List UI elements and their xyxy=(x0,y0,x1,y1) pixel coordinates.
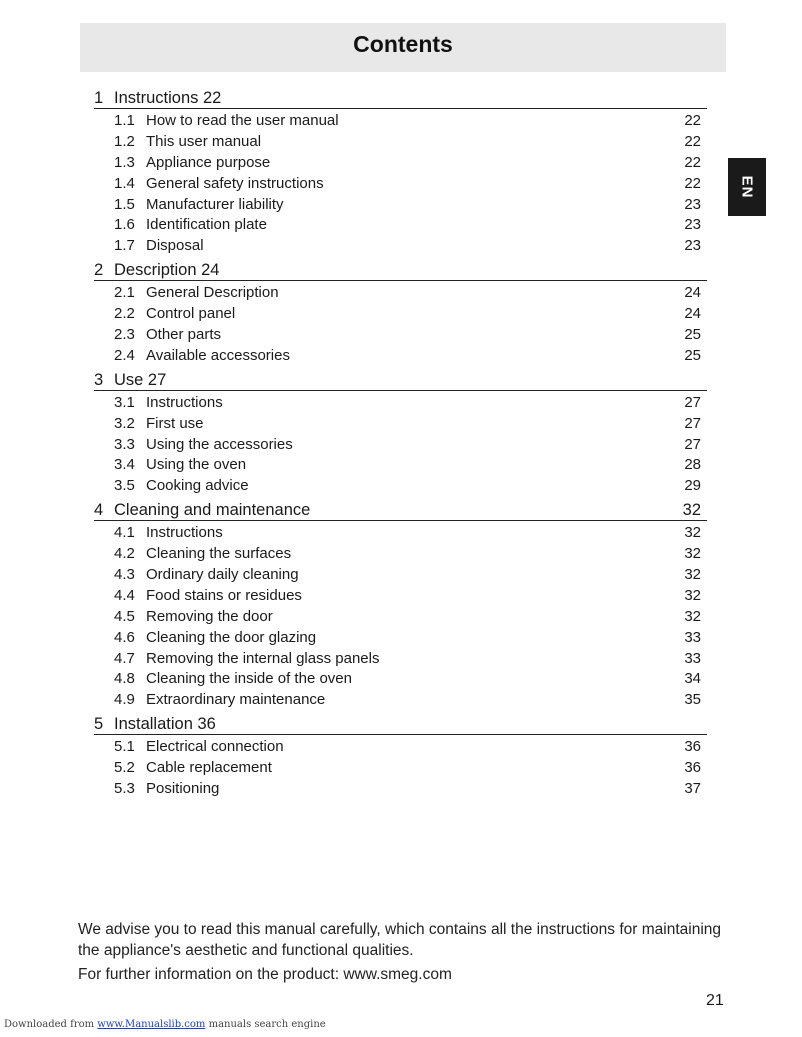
toc-entry xyxy=(94,282,707,303)
entry-title-group xyxy=(114,436,293,453)
entry-number: 1.2 xyxy=(114,132,135,150)
entry-title-group xyxy=(114,608,273,625)
entry-number: 4.7 xyxy=(114,649,135,667)
entry-title-group xyxy=(114,112,339,129)
entry-title-group xyxy=(114,545,291,562)
section-entries xyxy=(94,521,707,712)
entry-title-group xyxy=(114,691,325,708)
section-title-group xyxy=(94,501,310,520)
entry-title: First use xyxy=(146,414,204,432)
section-title-group xyxy=(94,715,216,734)
entry-title-group xyxy=(114,415,204,432)
toc-entry xyxy=(94,585,707,606)
entry-page: 27 xyxy=(684,393,701,411)
entry-page: 22 xyxy=(684,174,701,192)
download-suffix: manuals search engine xyxy=(205,1019,326,1030)
entry-page: 22 xyxy=(684,153,701,171)
toc-entry xyxy=(94,522,707,543)
entry-title: Cleaning the surfaces xyxy=(146,545,292,563)
entry-page: 36 xyxy=(684,759,701,777)
entry-title: Other parts xyxy=(146,325,222,343)
section-entries xyxy=(94,281,707,368)
entry-page: 35 xyxy=(684,691,701,709)
entry-number: 3.2 xyxy=(114,414,135,432)
toc-entry xyxy=(94,454,707,475)
entry-number: 3.4 xyxy=(114,456,135,474)
entry-number: 1.3 xyxy=(114,153,135,171)
toc-entry xyxy=(94,131,707,152)
entry-page: 27 xyxy=(684,435,701,453)
section-heading xyxy=(94,498,707,521)
section-title-group xyxy=(94,89,221,108)
entry-title: Positioning xyxy=(146,779,220,797)
entry-number: 4.1 xyxy=(114,524,135,542)
entry-title: Cable replacement xyxy=(146,759,272,777)
entry-number: 1.1 xyxy=(114,111,135,129)
entry-title-group xyxy=(114,133,261,150)
entry-page: 23 xyxy=(684,216,701,234)
section-entries xyxy=(94,391,707,498)
toc-entry xyxy=(94,736,707,757)
entry-title: Cleaning the door glazing xyxy=(146,628,317,646)
section-title: Description 24 xyxy=(114,261,220,280)
toc-entry xyxy=(94,778,707,799)
entry-title-group xyxy=(114,759,272,776)
entry-page: 32 xyxy=(684,524,701,542)
entry-page: 25 xyxy=(684,346,701,364)
toc-section xyxy=(94,258,707,368)
entry-page: 36 xyxy=(684,738,701,756)
toc-entry xyxy=(94,214,707,235)
section-heading xyxy=(94,712,707,735)
entry-page: 33 xyxy=(684,649,701,667)
toc-entry xyxy=(94,689,707,710)
section-heading xyxy=(94,86,707,109)
toc-entry xyxy=(94,543,707,564)
entry-title-group xyxy=(114,196,284,213)
entry-title: Using the oven xyxy=(146,456,247,474)
entry-title: Available accessories xyxy=(146,346,290,364)
toc-entry xyxy=(94,194,707,215)
section-title: Cleaning and maintenance xyxy=(114,501,311,520)
entry-number: 2.3 xyxy=(114,325,135,343)
section-title-group xyxy=(94,371,166,390)
entry-number: 4.6 xyxy=(114,628,135,646)
entry-title: Cooking advice xyxy=(146,477,249,495)
entry-page: 33 xyxy=(684,628,701,646)
toc-section xyxy=(94,712,707,801)
advice-paragraph: We advise you to read this manual carefully, which contains all the instructions for maintaining the appliance's aesthetic and functional qualities. xyxy=(78,921,722,959)
section-title: Use 27 xyxy=(114,370,167,389)
entry-page: 32 xyxy=(684,545,701,563)
toc-entry xyxy=(94,606,707,627)
download-prefix: Downloaded from xyxy=(4,1019,98,1030)
section-title-group xyxy=(94,261,219,280)
entry-number: 4.5 xyxy=(114,607,135,625)
entry-page: 32 xyxy=(684,565,701,583)
entry-number: 5.2 xyxy=(114,759,135,777)
section-page: 32 xyxy=(682,501,701,520)
footer-text xyxy=(78,919,728,985)
entry-title: Cleaning the inside of the oven xyxy=(146,670,352,688)
entry-number: 1.7 xyxy=(114,237,135,255)
entry-page: 23 xyxy=(684,237,701,255)
entry-title-group xyxy=(114,629,316,646)
entry-number: 5.1 xyxy=(114,738,135,756)
entry-title: Extraordinary maintenance xyxy=(146,691,326,709)
entry-title-group xyxy=(114,670,352,687)
entry-number: 4.2 xyxy=(114,545,135,563)
entry-title-group xyxy=(114,175,324,192)
toc-entry xyxy=(94,668,707,689)
page-number: 21 xyxy=(706,992,724,1009)
entry-page: 22 xyxy=(684,132,701,150)
section-heading xyxy=(94,258,707,281)
entry-number: 3.5 xyxy=(114,477,135,495)
entry-page: 25 xyxy=(684,325,701,343)
toc-entry xyxy=(94,303,707,324)
section-number: 2 xyxy=(94,261,104,280)
section-title: Installation 36 xyxy=(114,715,216,734)
entry-title-group xyxy=(114,524,223,541)
toc-entry xyxy=(94,413,707,434)
entry-title: Disposal xyxy=(146,237,204,255)
page-title: Contents xyxy=(353,31,453,57)
entry-title-group xyxy=(114,477,249,494)
section-number: 4 xyxy=(94,501,104,520)
manualslib-link[interactable]: www.Manualslib.com xyxy=(97,1019,206,1030)
entry-title-group xyxy=(114,456,246,473)
table-of-contents xyxy=(94,86,707,801)
section-title: Instructions 22 xyxy=(114,89,222,107)
toc-entry xyxy=(94,627,707,648)
entry-page: 23 xyxy=(684,195,701,213)
toc-entry xyxy=(94,475,707,496)
entry-title: This user manual xyxy=(146,132,262,150)
entry-title: Using the accessories xyxy=(146,435,293,453)
entry-title: Removing the door xyxy=(146,607,273,625)
entry-title-group xyxy=(114,154,270,171)
toc-entry xyxy=(94,434,707,455)
entry-title: Instructions xyxy=(146,393,223,411)
section-heading xyxy=(94,368,707,391)
entry-title: Electrical connection xyxy=(146,738,284,756)
section-entries xyxy=(94,109,707,258)
toc-entry xyxy=(94,345,707,366)
entry-page: 22 xyxy=(684,111,701,129)
entry-page: 29 xyxy=(684,477,701,495)
entry-title-group xyxy=(114,780,219,797)
entry-number: 2.1 xyxy=(114,284,135,302)
entry-page: 27 xyxy=(684,414,701,432)
entry-number: 3.1 xyxy=(114,393,135,411)
toc-entry xyxy=(94,648,707,669)
entry-number: 3.3 xyxy=(114,435,135,453)
entry-number: 5.3 xyxy=(114,779,135,797)
entry-page: 32 xyxy=(684,586,701,604)
entry-title-group xyxy=(114,566,299,583)
entry-number: 4.8 xyxy=(114,670,135,688)
entry-number: 2.4 xyxy=(114,346,135,364)
download-note xyxy=(4,1019,326,1030)
info-paragraph: For further information on the product: www.smeg.com xyxy=(78,966,452,983)
contents-header xyxy=(80,23,726,72)
entry-title-group xyxy=(114,587,302,604)
toc-entry xyxy=(94,110,707,131)
language-tab xyxy=(728,158,766,216)
entry-title: Control panel xyxy=(146,305,236,323)
section-number: 3 xyxy=(94,370,104,389)
entry-page: 24 xyxy=(684,305,701,323)
entry-title: Food stains or residues xyxy=(146,586,302,604)
toc-section xyxy=(94,498,707,712)
toc-section xyxy=(94,86,707,258)
entry-title: Manufacturer liability xyxy=(146,195,284,213)
entry-title-group xyxy=(114,394,223,411)
entry-number: 4.3 xyxy=(114,565,135,583)
entry-page: 32 xyxy=(684,607,701,625)
entry-number: 1.6 xyxy=(114,216,135,234)
toc-entry xyxy=(94,173,707,194)
entry-title-group xyxy=(114,305,235,322)
toc-entry xyxy=(94,392,707,413)
entry-title-group xyxy=(114,326,221,343)
section-number: 1 xyxy=(94,89,104,107)
entry-title: Instructions xyxy=(146,524,223,542)
entry-number: 1.4 xyxy=(114,174,135,192)
entry-title: Removing the internal glass panels xyxy=(146,649,380,667)
entry-title-group xyxy=(114,237,204,254)
entry-title: How to read the user manual xyxy=(146,111,339,129)
toc-entry xyxy=(94,564,707,585)
entry-page: 37 xyxy=(684,779,701,797)
entry-number: 1.5 xyxy=(114,195,135,213)
entry-number: 2.2 xyxy=(114,305,135,323)
entry-title: Appliance purpose xyxy=(146,153,271,171)
entry-title-group xyxy=(114,650,379,667)
entry-title: General safety instructions xyxy=(146,174,324,192)
entry-page: 24 xyxy=(684,284,701,302)
entry-title-group xyxy=(114,347,290,364)
entry-title: General Description xyxy=(146,284,279,302)
entry-title-group xyxy=(114,216,267,233)
entry-title-group xyxy=(114,284,279,301)
entry-number: 4.4 xyxy=(114,586,135,604)
entry-title: Identification plate xyxy=(146,216,267,234)
section-entries xyxy=(94,735,707,801)
entry-number: 4.9 xyxy=(114,691,135,709)
toc-entry xyxy=(94,757,707,778)
section-number: 5 xyxy=(94,715,104,734)
entry-page: 28 xyxy=(684,456,701,474)
toc-entry xyxy=(94,235,707,256)
entry-title: Ordinary daily cleaning xyxy=(146,565,299,583)
toc-entry xyxy=(94,324,707,345)
entry-page: 34 xyxy=(684,670,701,688)
entry-title-group xyxy=(114,738,284,755)
toc-section xyxy=(94,368,707,498)
toc-entry xyxy=(94,152,707,173)
language-tab-label: EN xyxy=(738,175,756,199)
